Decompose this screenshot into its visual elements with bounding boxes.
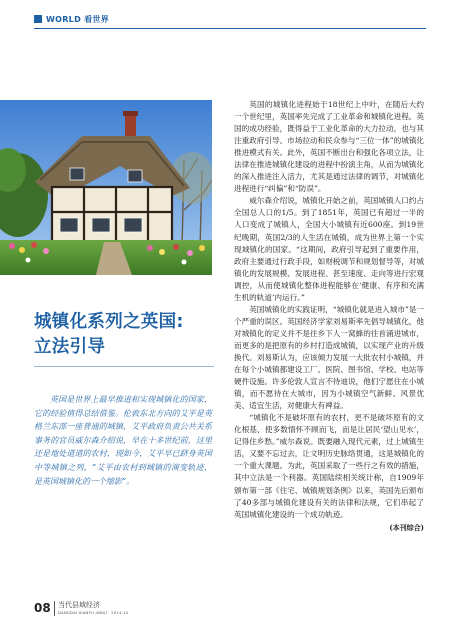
header-rule (34, 28, 426, 29)
body-paragraph-4: “城镇化不是破坏原有的农村，更不是破坏原有的文化根基，使多数情怀不顾而飞，而是让居民‘望山见水’，记得住乡愁。”威尔森说。既要融入现代元素，过上城镇生活，又要不忘过去，让文明历史脉络贯通，这是城镇化的一个重大课题。为此，英国采取了一些行之有效的措施，其中立法是一个利器。英国陆续相关统计称，自1909年颁布第一部《住宅、城镇规划条例》以来，英国先后颁布了40多部与城镇化建设有关的法律和法规，它们串起了英国城镇化建设的一个成功轨迹。 (234, 413, 424, 519)
page-number: 08 (34, 601, 51, 615)
magazine-subtitle: DANGDAI XIANYU JINGJI · 2014.10 (58, 610, 129, 615)
article-title-line-1: 城镇化系列之英国: (34, 312, 184, 332)
body-paragraph-2: 威尔森介绍说，城镇化开始之前，英国城镇人口约占全国总人口的1/5。到了1851年，英国已有超过一半的人口变成了城镇人，全国大小城镇有近600座。到19世纪晚期，英国2/3的人生活在城镇，成为世界上第一个实现城镇化的国家。“这期间，政府引导起到了重要作用，政府主要通过行政手段，如财税调节和规划督导等，对城镇化的发展规模、发展进程、甚至速度、走向等进行宏观调控，从而使城镇化整体进程能够在‘健康、有序和充满生机的轨道’内运行。” (234, 196, 424, 302)
title-divider (34, 366, 214, 367)
article-intro: 英国是世界上最早推进和实现城镇化的国家，它的经验值得总结借鉴。伦敦东北方向的艾平是英格兰东部一座普通的城镇，艾平政府负责公共关系事务的官员威尔森介绍说，早在十多世纪前，这里还是地处道道的农村，现如今，艾平早已跻身英国中等城镇之列，“艾平由农村到城镇的演变轨迹，是英国城镇化的一个缩影”。 (34, 395, 212, 486)
section-header (34, 12, 109, 26)
magazine-title: 当代县域经济 (58, 601, 100, 609)
cottage-photo (0, 100, 212, 275)
section-label: WORLD 看世界 (46, 14, 110, 24)
body-paragraph-1: 英国的城镇化进程始于18世纪上中叶，在随后大约一个世纪里，英国率先完成了工业革命和城镇化进程。英国的成功经验，既得益于工业化革命的大力拉动，也与其注重政府引导、市场拉动和民众参与“三位一体”的城镇化推进模式有关。此外，英国不断出台和强化各项立法，让法律在推进城镇化建设的进程中扮演主角，从而为城镇化的深入推进注入活力，尤其是通过法律的调节，对城镇化进程进行“纠偏”和“防误”。 (234, 100, 425, 194)
article-title-line-2: 立法引导 (34, 337, 106, 357)
body-paragraph-3: 英国城镇化的实践证明，“城镇化就是进入城市”是一个严重的误区。英国经济学家刘易斯率先倡导城镇化，他对城镇化的定义并不是往乡下人一窝蜂的往首涌进城市，而更多的是把原有的乡村打造成城镇，以实现产业的升级换代。刘易斯认为，应该倾力发展一大批农村小城镇，并在每个小城镇都建设工厂、医院、图书馆、学校、电站等硬件设施。许多伦敦人宣言不待迪说，他们宁愿住在小城镇，而不愿待在大城市，因为小城镇空气新鲜、风景优美、适宜生活，对健康大有裨益。 (234, 304, 425, 411)
section-marker (34, 15, 42, 23)
source-signature: (本刊综合) (389, 522, 424, 532)
footer-divider (54, 601, 55, 616)
article-body (234, 99, 424, 599)
article-title (34, 310, 224, 360)
